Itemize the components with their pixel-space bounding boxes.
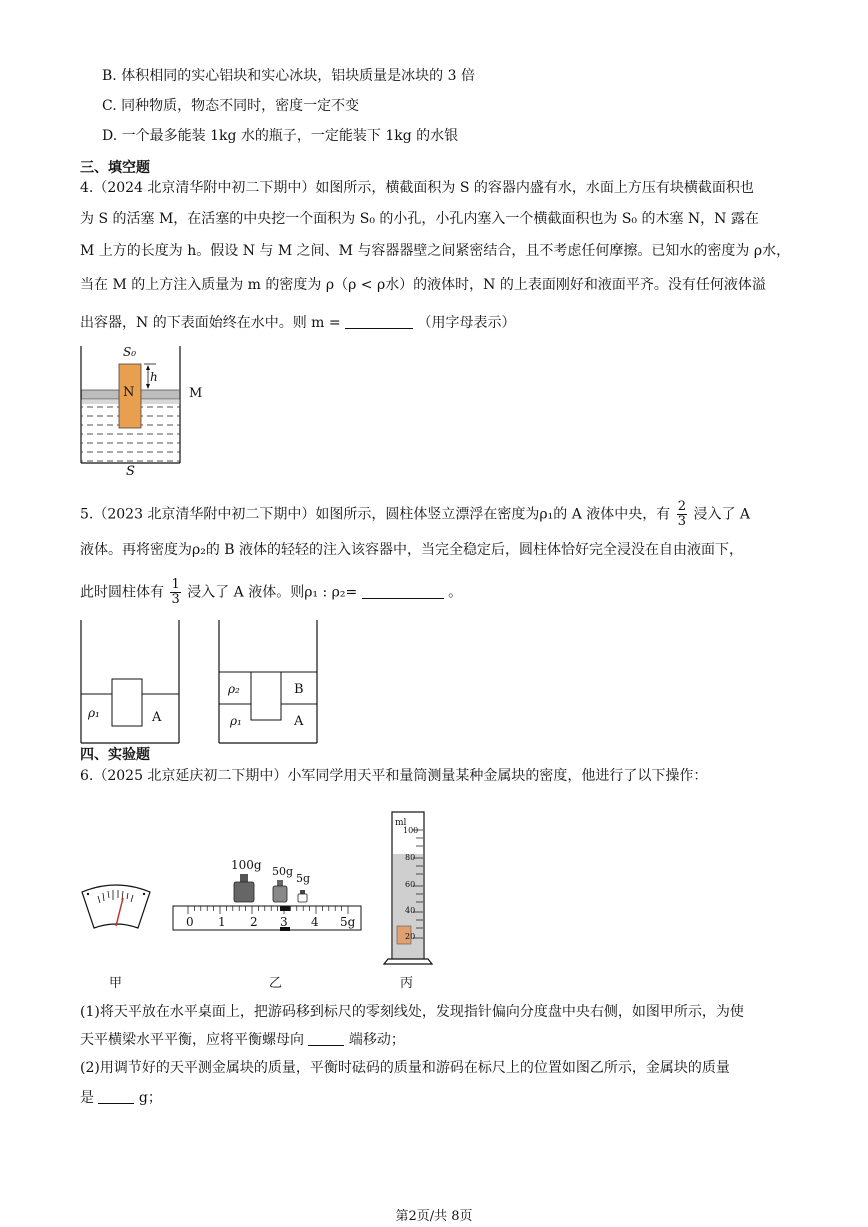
figure-caption-yi: 乙: [269, 976, 283, 991]
scale-label-3: 3: [280, 915, 288, 929]
q6-part2-line1: (2)用调节好的天平测金属块的质量，平衡时砝码的质量和游码在标尺上的位置如图乙所示，金属块的质量: [80, 1060, 730, 1076]
q6-part2-blank[interactable]: [98, 1089, 134, 1104]
q4-line-5-text: 出容器，N 的下表面始终在水中。则 m =: [80, 315, 341, 331]
figure-caption-bing: 丙: [400, 976, 414, 991]
q5-fig-rho1-left: ρ₁: [88, 706, 100, 720]
q5-frac1-numerator: 2: [677, 499, 687, 514]
q4-line-3: M 上方的长度为 h。假设 N 与 M 之间、M 与容器器壁之间紧密结合，且不考虑任何摩擦。已知水的密度为 ρ水，: [80, 243, 791, 259]
scale-label-1: 1: [218, 915, 226, 929]
cylinder-label-100: 100: [403, 826, 419, 835]
q6-intro: 6.（2025 北京延庆初二下期中）小军同学用天平和量筒测量某种金属块的密度，他进行了以下操作：: [80, 768, 708, 784]
q5-figure: [76, 616, 326, 748]
page-footer: 第2页/共 8页: [395, 1209, 473, 1224]
q6-part1-tail: 端移动；: [348, 1032, 405, 1048]
section-experiment-title: 四、实验题: [80, 747, 150, 763]
q6-part1-text: 天平横梁水平平衡，应将平衡螺母向: [80, 1032, 304, 1048]
figure-caption-jia: 甲: [109, 976, 123, 991]
q4-line-2: 为 S 的活塞 M，在活塞的中央挖一个面积为 S₀ 的小孔，小孔内塞入一个横截面积也为 S₀ 的木塞 N，N 露在: [80, 211, 759, 227]
q5-fraction-one-third: [170, 578, 180, 607]
section-fill-blank-title: 三、填空题: [80, 160, 150, 176]
q5-line-3-text: 此时圆柱体有: [80, 584, 164, 601]
q6-part2-tail: g；: [138, 1090, 162, 1106]
q6-part2-line2: [80, 1088, 800, 1108]
option-c: C. 同种物质，物态不同时，密度一定不变: [102, 98, 360, 114]
q5-fig-rho2-right: ρ₂: [228, 682, 240, 696]
cylinder-label-40: 40: [405, 906, 416, 915]
weights-scale-figure: [168, 856, 368, 936]
scale-label-4: 4: [311, 915, 319, 929]
q5-line-1: [80, 500, 800, 529]
q4-fig-s0-label: S₀: [123, 345, 137, 359]
q5-fig-b-right: B: [294, 682, 304, 697]
cylinder-label-20: 20: [405, 932, 416, 941]
cylinder-ml-label: ml: [395, 818, 407, 828]
q4-fig-m-label: M: [189, 386, 203, 401]
weight-50g-label: 50g: [272, 865, 294, 878]
q4-fig-n-label: N: [123, 385, 135, 400]
q6-part1-blank[interactable]: [308, 1031, 344, 1046]
q5-line-2: 液体。再将密度为ρ₂的 B 液体的轻轻的注入该容器中，当完全稳定后，圆柱体恰好完全浸没在自由液面下，: [80, 542, 744, 558]
q4-answer-blank[interactable]: [345, 314, 413, 329]
q5-line-3: [80, 578, 800, 607]
q5-line-3-end: 。: [448, 584, 463, 601]
q4-fig-s-label: S: [126, 464, 135, 479]
q6-part2-text: 是: [80, 1090, 94, 1106]
q4-line-5: [80, 313, 800, 333]
q4-fig-h-label: h: [150, 370, 158, 384]
scale-label-5g: 5g: [340, 915, 356, 929]
q6-part1-line2: [80, 1030, 800, 1050]
q5-fig-a-left: A: [152, 710, 162, 725]
balance-dial-figure: [76, 876, 156, 936]
q6-part1-line1: (1)将天平放在水平桌面上，把游码移到标尺的零刻线处，发现指针偏向分度盘中央右侧，如图甲所示，为使: [80, 1004, 744, 1020]
q4-line-4: 当在 M 的上方注入质量为 m 的密度为 ρ（ρ < ρ水）的液体时，N 的上表面刚好和液面平齐。没有任何液体溢: [80, 277, 766, 293]
weight-5g-label: 5g: [296, 872, 311, 885]
q5-frac2-numerator: 1: [171, 577, 180, 592]
scale-label-2: 2: [250, 915, 258, 929]
q5-frac2-denominator: 3: [171, 592, 180, 607]
option-b: B. 体积相同的实心铝块和实心冰块，铝块质量是冰块的 3 倍: [102, 68, 475, 84]
weight-100g-label: 100g: [231, 858, 262, 872]
q5-frac1-denominator: 3: [677, 514, 687, 529]
q5-fig-rho1-right: ρ₁: [230, 714, 242, 728]
cylinder-label-80: 80: [405, 853, 416, 862]
q5-fig-a-right: A: [294, 714, 304, 729]
q5-line-1-tail: 浸入了 A: [693, 506, 751, 523]
q5-answer-blank[interactable]: [362, 584, 444, 599]
cylinder-label-60: 60: [405, 880, 416, 889]
q5-line-3-mid: 浸入了 A 液体。则ρ₁ : ρ₂=: [187, 584, 358, 601]
option-d: D. 一个最多能装 1kg 水的瓶子，一定能装下 1kg 的水银: [102, 128, 459, 144]
q5-fraction-two-thirds: [677, 500, 687, 529]
q4-figure: [76, 340, 216, 480]
q4-line-5-tail: （用字母表示）: [417, 315, 516, 331]
q5-line-1-text: 5.（2023 北京清华附中初二下期中）如图所示，圆柱体竖立漂浮在密度为ρ₁的 A 液体中央，有: [80, 506, 671, 523]
q4-line-1: 4.（2024 北京清华附中初二下期中）如图所示，横截面积为 S 的容器内盛有水，水面上方压有块横截面积也: [80, 180, 754, 196]
scale-label-0: 0: [186, 915, 194, 929]
